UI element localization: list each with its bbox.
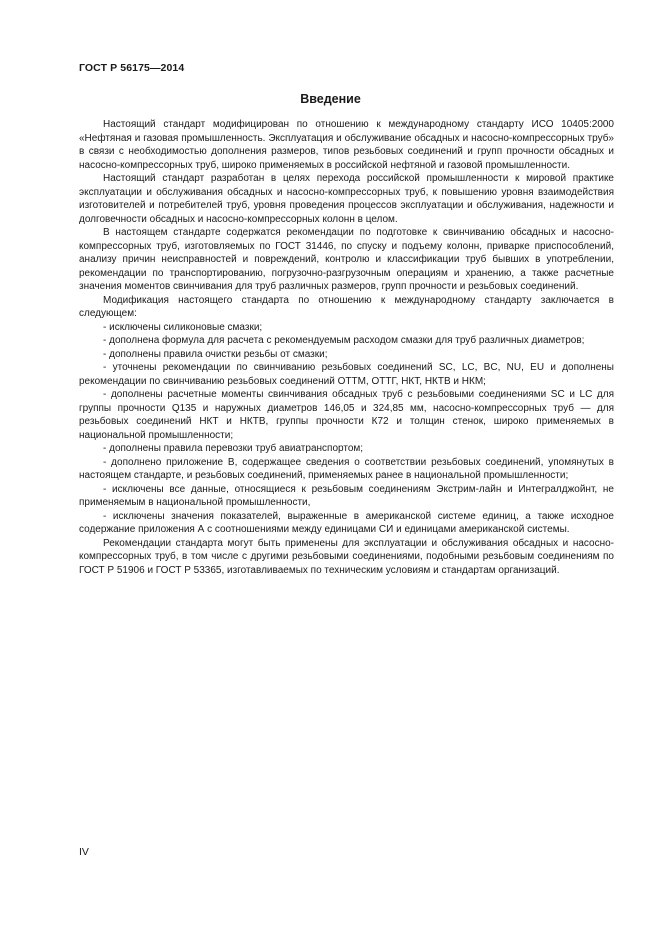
document-header: ГОСТ Р 56175—2014 [79,62,185,74]
paragraph-contents: В настоящем стандарте содержатся рекомендации по подготовке к свинчиванию обсадных и насосно-компрессорных труб, изготовляемых по ГОСТ 31446, по спуску и подъему колонн, приварке приспособлений, анализу причин неисправностей и повреждений, контролю и классификации труб бывших в употреблении, рекомендации по транспортированию, погрузочно-разгрузочным операциям и хранению, а также расчетные значения моментов свинчивания для труб различных размеров, групп прочности и резьбовых соединений. [79,227,614,292]
document-body [79,118,614,577]
list-item: - дополнены расчетные моменты свинчивания обсадных труб с резьбовыми соединениями SC и LC для группы прочности Q135 и наружных диаметров 146,05 и 324,85 мм, насосно-компрессорных труб — для резьбовых соединений НКТ и НКТВ, группы прочности К72 и толщин стенок, широко применяемых в национальной промышленности; [79,389,614,441]
paragraph-modification: Модификация настоящего стандарта по отношению к международному стандарту заключается в следующем: [79,294,614,319]
list-item: - дополнена формула для расчета с рекомендуемым расходом смазки для труб различных диаметров; [103,335,585,346]
list-item: - исключены силиконовые смазки; [103,321,263,333]
paragraph-application: Рекомендации стандарта могут быть применены для эксплуатации и обслуживания обсадных и насосно-компрессорных труб, в том числе с другими резьбовыми соединениями, подобными резьбовым соединениям по ГОСТ Р 51906 и ГОСТ Р 53365, изготавливаемых по техническим условиям и стандартам организаций. [79,537,614,576]
list-item: - исключены значения показателей, выраженные в американской системе единиц, а также исходное содержание приложения А с соотношениями между единицами СИ и единицами американской системы. [79,510,614,535]
section-title: Введение [300,92,361,106]
paragraph-purpose: Настоящий стандарт разработан в целях перехода российской промышленности к мировой практике эксплуатации и обслуживания обсадных и насосно-компрессорных труб, к повышению уровня взаимодействия изготовителей и потребителей труб, уровня проведения процессов эксплуатации и обслуживания, надежности и долговечности обсадных и насосно-компрессорных колонн в целом. [79,173,614,225]
list-item: - дополнено приложение В, содержащее сведения о соответствии резьбовых соединений, упомянутых в настоящем стандарте, и резьбовых соединений, применяемых ранее в национальной промышленности; [79,456,614,481]
page-number: IV [79,846,89,858]
list-item: - дополнены правила перевозки труб авиатранспортом; [103,443,364,454]
paragraph-intro: Настоящий стандарт модифицирован по отношению к международному стандарту ИСО 10405:2000 «Нефтяная и газовая промышленность. Эксплуатация и обслуживание обсадных и насосно-компрессорных труб» в связи с необходимостью дополнения размеров, типов резьбовых соединений и групп прочности обсадных и насосно-компрессорных труб, широко применяемых в российской нефтяной и газовой промышленности. [79,119,614,171]
list-item: - исключены все данные, относящиеся к резьбовым соединениям Экстрим-лайн и Интегралджойнт, не применяемым в национальной промышленности, [79,483,614,508]
list-item: - уточнены рекомендации по свинчиванию резьбовых соединений SC, LC, BC, NU, EU и дополнены рекомендации по свинчиванию резьбовых соединений ОТТМ, ОТТГ, НКТ, НКТВ и НКМ; [79,362,614,387]
list-item: - дополнены правила очистки резьбы от смазки; [103,348,328,360]
